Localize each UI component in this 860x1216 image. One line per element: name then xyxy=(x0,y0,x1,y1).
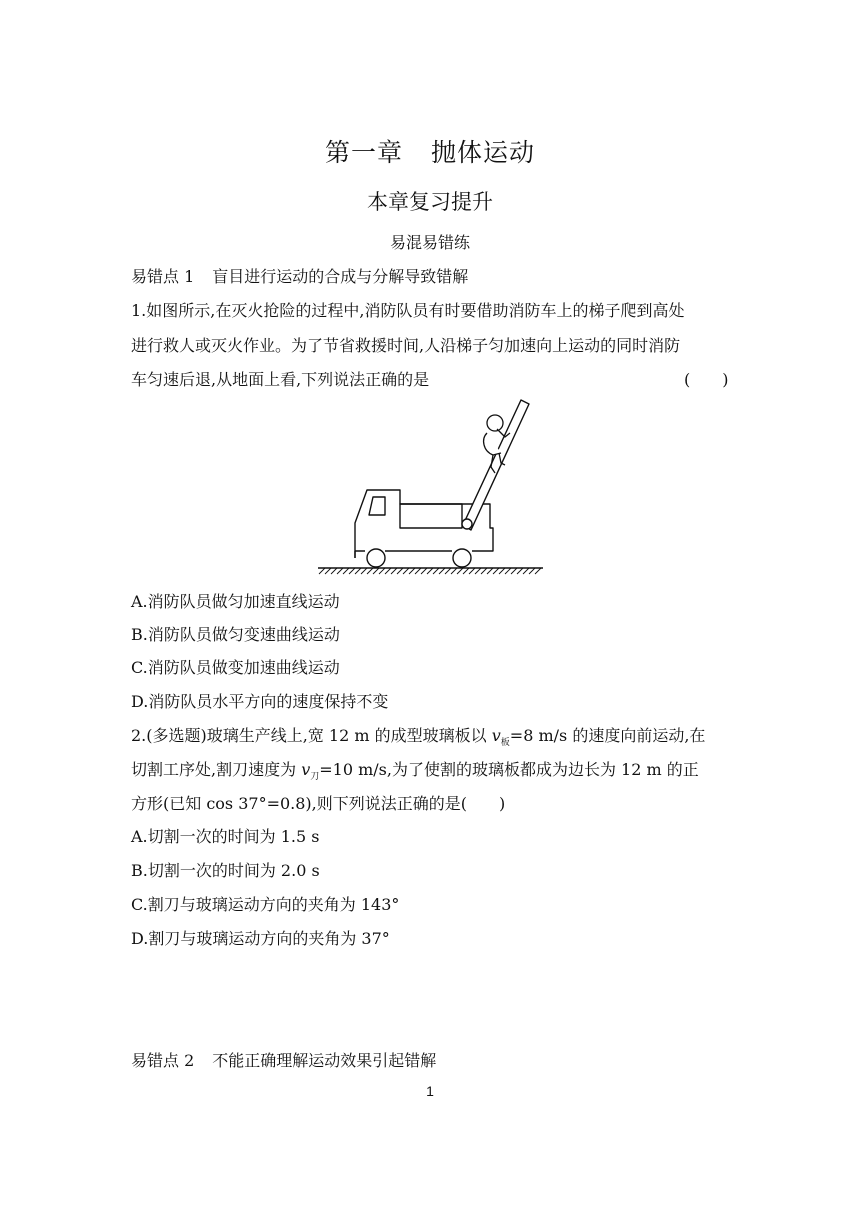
q2-option-c: C.割刀与玻璃运动方向的夹角为 143° xyxy=(131,895,400,914)
page-number: 1 xyxy=(426,1083,434,1099)
q2-line-1-text-b: =8 m/s 的速度向前运动,在 xyxy=(509,726,706,745)
q2-line-2-text-b: =10 m/s,为了使割的玻璃板都成为边长为 12 m 的正 xyxy=(319,760,699,779)
chapter-title xyxy=(0,133,860,169)
chapter-name: 抛体运动 xyxy=(431,138,536,167)
q1-option-c: C.消防队员做变加速曲线运动 xyxy=(131,658,340,677)
q2-v-board-symbol: v xyxy=(491,726,501,745)
truck-window xyxy=(369,497,385,515)
chapter-number: 第一章 xyxy=(324,138,403,167)
error-point-1-heading xyxy=(131,264,468,287)
ground-hatch xyxy=(319,568,541,574)
q1-line-3: 车匀速后退,从地面上看,下列说法正确的是 xyxy=(131,370,430,389)
front-wheel xyxy=(367,549,385,567)
error-point-2-heading xyxy=(131,1048,436,1071)
q2-option-d: D.割刀与玻璃运动方向的夹角为 37° xyxy=(131,929,390,948)
q2-line-3: 方形(已知 cos 37°=0.8),则下列说法正确的是( ) xyxy=(131,794,506,813)
q2-option-b: B.切割一次的时间为 2.0 s xyxy=(131,861,320,880)
q1-option-d: D.消防队员水平方向的速度保持不变 xyxy=(131,692,389,711)
q2-line-1 xyxy=(131,723,705,746)
truck-cargo-box xyxy=(400,504,462,528)
error-point-2-text: 不能正确理解运动效果引起错解 xyxy=(212,1051,437,1070)
q1-line-1: 1.如图所示,在灭火抢险的过程中,消防队员有时要借助消防车上的梯子爬到高处 xyxy=(131,301,685,320)
ladder-pivot xyxy=(462,519,472,529)
q1-option-a: A.消防队员做匀加速直线运动 xyxy=(131,592,340,611)
q2-v-knife-subscript: 刀 xyxy=(310,772,320,782)
error-point-2-label: 易错点 2 xyxy=(131,1051,195,1070)
q1-line-2: 进行救人或灭火作业。为了节省救援时间,人沿梯子匀加速向上运动的同时消防 xyxy=(131,336,681,355)
q2-v-board-subscript: 板 xyxy=(500,738,510,748)
fire-truck-ladder-figure xyxy=(315,393,545,578)
q2-line-1-text-a: 2.(多选题)玻璃生产线上,宽 12 m 的成型玻璃板以 xyxy=(131,726,492,745)
q1-option-b: B.消防队员做匀变速曲线运动 xyxy=(131,625,340,644)
error-point-1-text: 盲目进行运动的合成与分解导致错解 xyxy=(212,267,469,286)
q1-answer-paren: ( ) xyxy=(684,370,729,389)
q2-option-a: A.切割一次的时间为 1.5 s xyxy=(131,827,320,846)
q2-v-knife-symbol: v xyxy=(301,760,311,779)
page-subtitle: 本章复习提升 xyxy=(367,190,493,214)
section-heading: 易混易错练 xyxy=(389,233,470,252)
error-point-1-label: 易错点 1 xyxy=(131,267,195,286)
q2-line-2 xyxy=(131,757,699,780)
q2-line-2-text-a: 切割工序处,割刀速度为 xyxy=(131,760,302,779)
rear-wheel xyxy=(453,549,471,567)
